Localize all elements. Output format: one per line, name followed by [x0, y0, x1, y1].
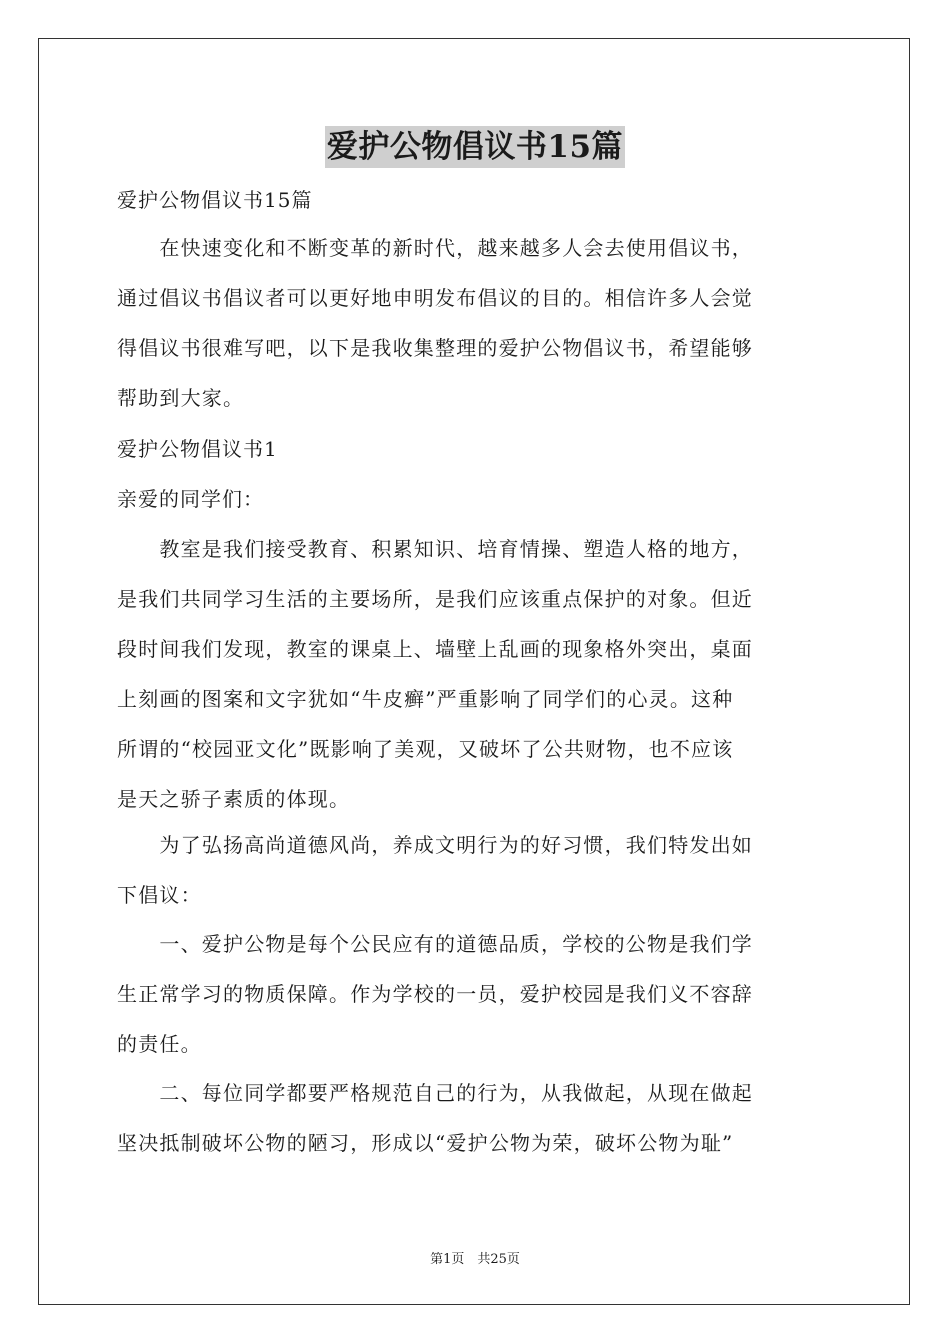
intro-paragraph — [117, 223, 833, 423]
paragraph-1 — [117, 524, 833, 824]
paragraph-2 — [117, 820, 833, 920]
paragraph-line: 教室是我们接受教育、积累知识、培育情操、塑造人格的地方， — [117, 537, 753, 561]
paragraph-line: 段时间我们发现，教室的课桌上、墙壁上乱画的现象格外突出，桌面 — [117, 637, 753, 661]
title-wrap — [117, 126, 833, 168]
paragraph-line: 坚决抵制破坏公物的陋习，形成以“爱护公物为荣，破坏公物为耻” — [117, 1131, 734, 1155]
intro-line: 帮助到大家。 — [117, 386, 245, 410]
intro-line: 在快速变化和不断变革的新时代，越来越多人会去使用倡议书， — [117, 236, 753, 260]
section-title: 爱护公物倡议书1 — [117, 437, 278, 461]
intro-line: 通过倡议书倡议者可以更好地申明发布倡议的目的。相信许多人会觉 — [117, 286, 753, 310]
paragraph-line: 是天之骄子素质的体现。 — [117, 787, 351, 811]
paragraph-line: 是我们共同学习生活的主要场所，是我们应该重点保护的对象。但近 — [117, 587, 753, 611]
paragraph-line: 为了弘扬高尚道德风尚，养成文明行为的好习惯，我们特发出如 — [117, 833, 753, 857]
paragraph-3 — [117, 919, 833, 1069]
paragraph-line: 一、爱护公物是每个公民应有的道德品质，学校的公物是我们学 — [117, 932, 753, 956]
page-footer: 第1页 共25页 — [430, 1252, 520, 1267]
paragraph-4 — [117, 1068, 833, 1168]
paragraph-line: 生正常学习的物质保障。作为学校的一员，爱护校园是我们义不容辞 — [117, 982, 753, 1006]
intro-line: 得倡议书很难写吧，以下是我收集整理的爱护公物倡议书，希望能够 — [117, 336, 753, 360]
paragraph-line: 下倡议： — [117, 883, 202, 907]
document-title: 爱护公物倡议书15篇 — [325, 126, 625, 168]
paragraph-line: 二、每位同学都要严格规范自己的行为，从我做起，从现在做起 — [117, 1081, 753, 1105]
greeting: 亲爱的同学们： — [117, 487, 264, 511]
paragraph-line: 的责任。 — [117, 1032, 202, 1056]
paragraph-line: 上刻画的图案和文字犹如“牛皮癣”严重影响了同学们的心灵。这种 — [117, 687, 734, 711]
paragraph-line: 所谓的“校园亚文化”既影响了美观，又破坏了公共财物，也不应该 — [117, 737, 734, 761]
subtitle: 爱护公物倡议书15篇 — [117, 188, 313, 212]
